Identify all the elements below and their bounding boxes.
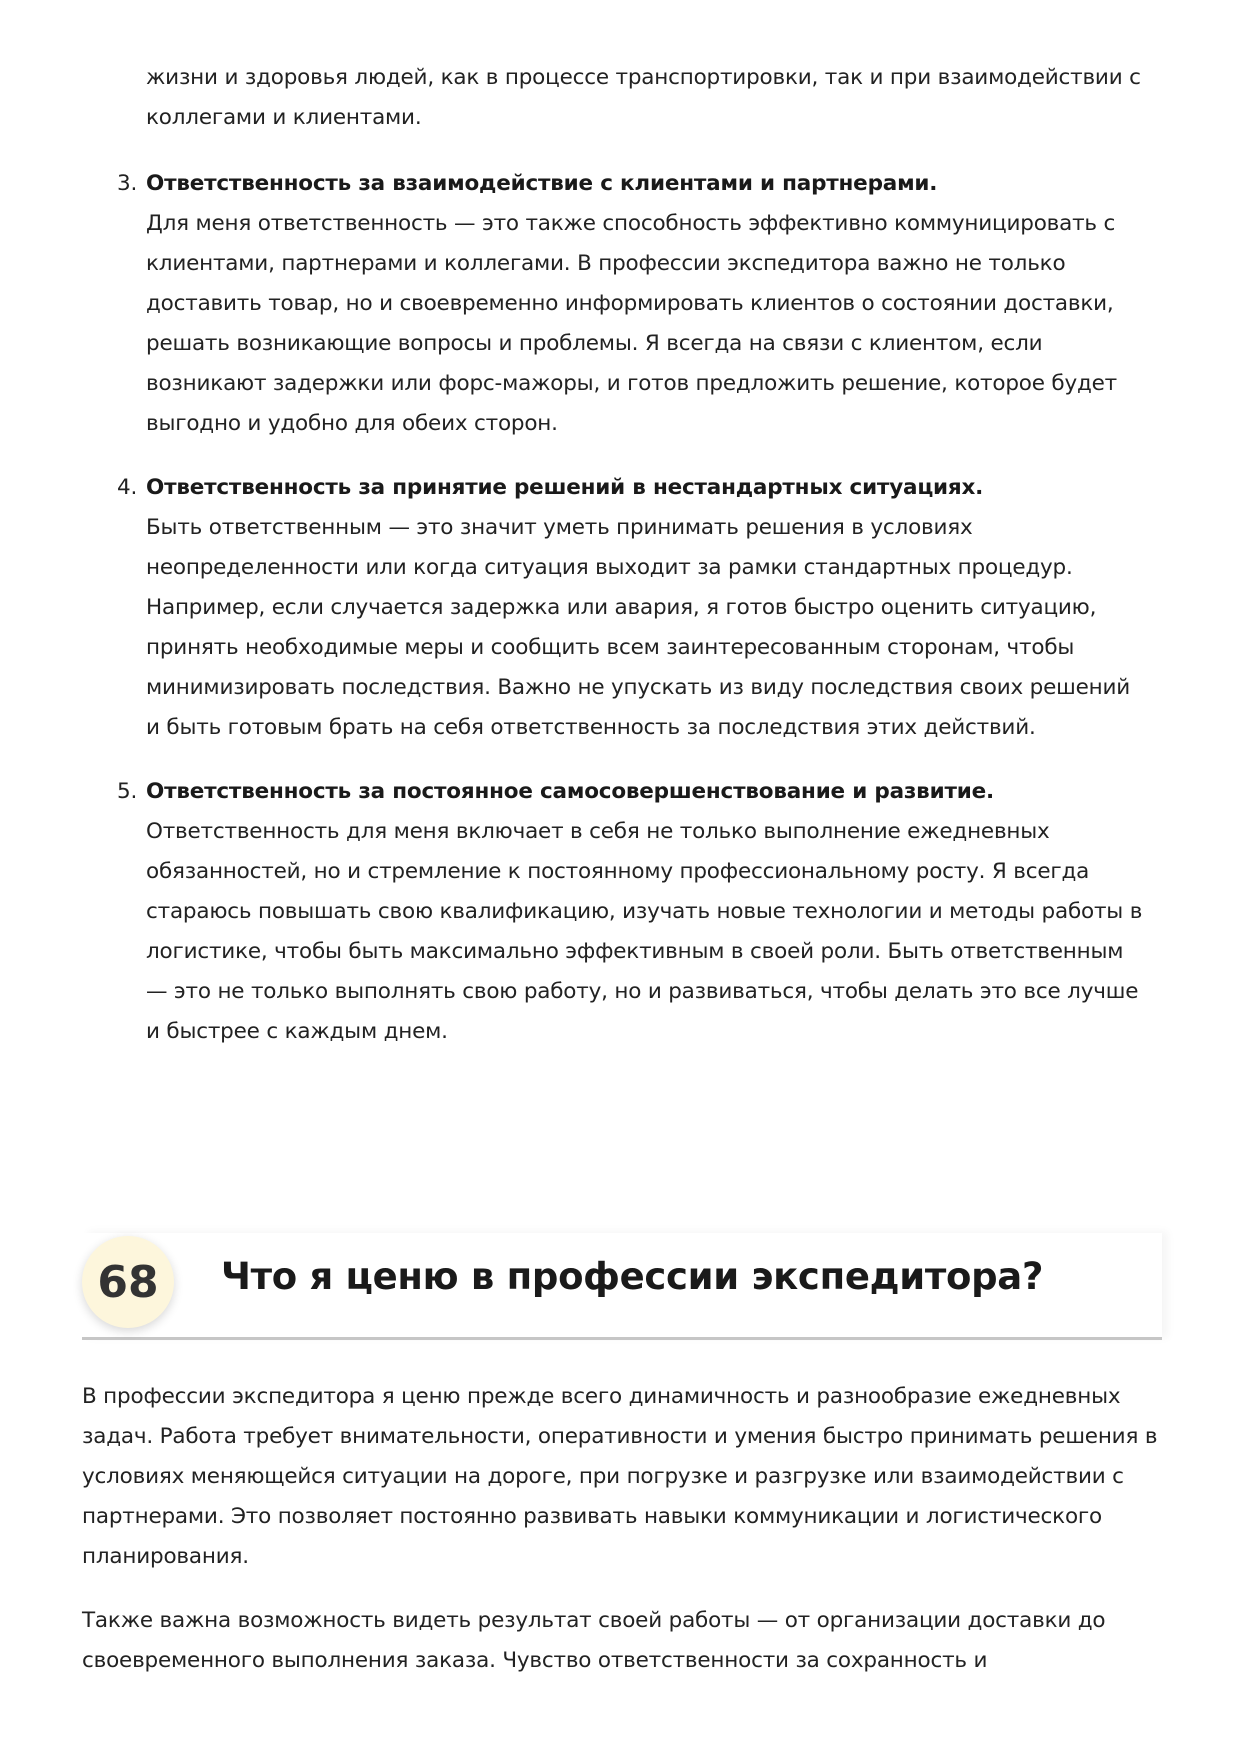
list-item-body: Быть ответственным — это значит уметь принимать решения в условиях неопределенности или когда ситуация выходит за рамки стандартных процедур. Например, если случается задержка или авария, я готов быстро оценить ситуацию, принять необходимые меры и сообщить всем заинтересованным сторонам, чтобы минимизировать последствия. Важно не упускать из виду последствия своих решений и быть готовым брать на себя ответственность за последствия этих действий. bbox=[146, 515, 1131, 740]
list-item-number: 5. bbox=[117, 779, 138, 804]
list-item-body: Для меня ответственность — это также способность эффективно коммуницировать с клиентами, партнерами и коллегами. В профессии экспедитора важно не только доставить товар, но и своевременно информировать клиентов о состоянии доставки, решать возникающие вопросы и проблемы. Я всегда на связи с клиентом, если возникают задержки или форс-мажоры, и готов предложить решение, которое будет выгодно и удобно для обеих сторон. bbox=[146, 211, 1117, 436]
list-item bbox=[117, 772, 1146, 1052]
list-item-body: Ответственность для меня включает в себя не только выполнение ежедневных обязанностей, но и стремление к постоянному профессиональному росту. Я всегда стараюсь повышать свою квалификацию, изучать новые технологии и методы работы в логистике, чтобы быть максимально эффективным в своей роли. Быть ответственным — это не только выполнять свою работу, но и развиваться, чтобы делать это все лучше и быстрее с каждым днем. bbox=[146, 819, 1143, 1044]
section-title: Что я ценю в профессии экспедитора? bbox=[221, 1255, 1044, 1298]
list-item-title: Ответственность за постоянное самосовершенствование и развитие. bbox=[146, 779, 994, 804]
list-item bbox=[117, 468, 1146, 748]
section-paragraph: В профессии экспедитора я ценю прежде всего динамичность и разнообразие ежедневных задач. Работа требует внимательности, оперативности и умения быстро принимать решения в условиях меняющейся ситуации на дороге, при погрузке и разгрузке или взаимодействии с партнерами. Это позволяет постоянно развивать навыки коммуникации и логистического планирования. bbox=[82, 1384, 1158, 1569]
list-item bbox=[117, 164, 1146, 444]
list-item-number: 3. bbox=[117, 171, 138, 196]
section-number-badge: 68 bbox=[82, 1236, 174, 1328]
list-item-title: Ответственность за взаимодействие с клиентами и партнерами. bbox=[146, 171, 938, 196]
section-paragraph: Также важна возможность видеть результат своей работы — от организации доставки до своевременного выполнения заказа. Чувство ответственности за сохранность и bbox=[82, 1608, 1106, 1673]
list-continuation-text: жизни и здоровья людей, как в процессе транспортировки, так и при взаимодействии с коллегами и клиентами. bbox=[146, 65, 1141, 130]
list-item-title: Ответственность за принятие решений в нестандартных ситуациях. bbox=[146, 475, 984, 500]
numbered-list bbox=[117, 58, 1146, 1052]
section-header bbox=[82, 1233, 1162, 1340]
list-item-number: 4. bbox=[117, 475, 138, 500]
